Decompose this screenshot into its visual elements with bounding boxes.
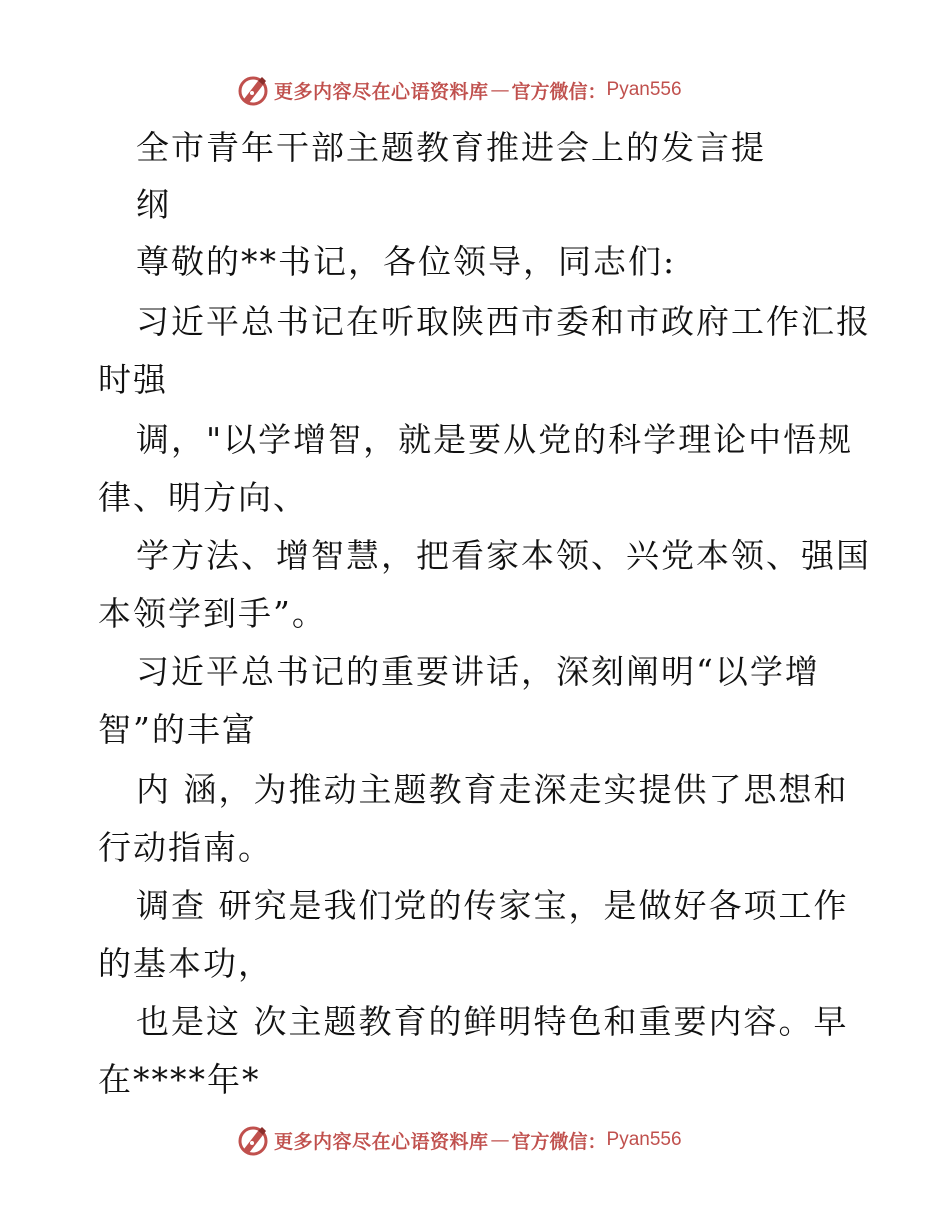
doc-paragraph-line: 智”的丰富 xyxy=(98,710,257,749)
doc-title-line-1: 全市青年干部主题教育推进会上的发言提 xyxy=(136,128,766,167)
doc-paragraph-line: 内 涵，为推动主题教育走深走实提供了思想和 xyxy=(136,770,849,809)
doc-paragraph-line: 调查 研究是我们党的传家宝，是做好各项工作 xyxy=(136,886,849,925)
doc-paragraph-line: 习近平总书记在听取陕西市委和市政府工作汇报 xyxy=(136,302,871,341)
banner-text: 更多内容尽在心语资料库 xyxy=(274,1130,489,1153)
doc-paragraph-line: 习近平总书记的重要讲话，深刻阐明“以学增 xyxy=(136,652,820,691)
banner-wechat-id: Pyan556 xyxy=(606,1129,682,1150)
banner-dash: — xyxy=(490,79,510,101)
banner-wechat-label: 官方微信： xyxy=(511,1130,607,1153)
banner-text: 更多内容尽在心语资料库 xyxy=(274,80,489,103)
footer-watermark-banner xyxy=(236,1122,682,1158)
doc-paragraph-line: 的基本功， xyxy=(98,944,273,983)
banner-wechat-label: 官方微信： xyxy=(511,80,607,103)
doc-paragraph-line: 律、明方向、 xyxy=(98,478,308,517)
doc-paragraph-line: 行动指南。 xyxy=(98,828,273,867)
doc-paragraph-line: 时强 xyxy=(98,360,168,399)
banner-dash: — xyxy=(490,1129,510,1151)
doc-paragraph-line: 调，"以学增智，就是要从党的科学理论中悟规 xyxy=(136,420,854,459)
banner-wechat-id: Pyan556 xyxy=(606,79,682,100)
pen-nib-logo-icon xyxy=(236,73,270,107)
header-watermark-banner xyxy=(236,72,682,108)
doc-paragraph-line: 也是这 次主题教育的鲜明特色和重要内容。早 xyxy=(136,1002,849,1041)
doc-salutation: 尊敬的**书记，各位领导，同志们: xyxy=(136,242,677,281)
doc-paragraph-line: 本领学到手”。 xyxy=(98,594,327,633)
doc-title-line-2: 纲 xyxy=(136,185,171,224)
doc-paragraph-line: 学方法、增智慧，把看家本领、兴党本领、强国 xyxy=(136,536,871,575)
doc-paragraph-line: 在****年* xyxy=(98,1060,261,1099)
pen-nib-logo-icon xyxy=(236,1123,270,1157)
